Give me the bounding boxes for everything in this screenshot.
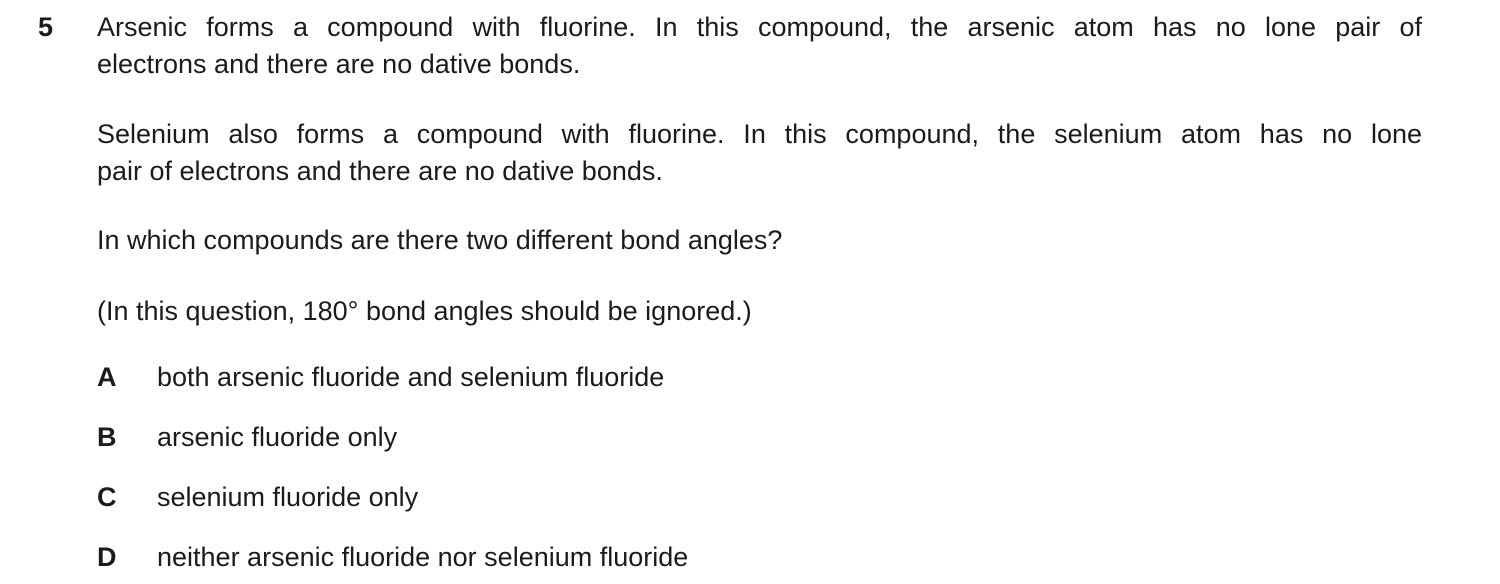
paragraph-selenium [97, 116, 1422, 190]
option-b-text: arsenic fluoride only [157, 422, 398, 452]
paragraph-arsenic-line-2: electrons and there are no dative bonds. [97, 49, 581, 79]
option-c [97, 479, 1422, 516]
option-b [97, 419, 1422, 456]
option-d-letter: D [97, 542, 117, 572]
paragraph-arsenic-line-1: Arsenic forms a compound with fluorine. In this compound, the arsenic atom has no lone pair of [97, 12, 1422, 42]
option-b-letter: B [97, 422, 117, 452]
question-body [97, 9, 1422, 576]
question-prompt: In which compounds are there two different bond angles? [97, 225, 783, 255]
question-number: 5 [38, 12, 54, 42]
question-note: (In this question, 180° bond angles should be ignored.) [97, 296, 752, 326]
paragraph-arsenic [97, 9, 1422, 83]
option-a [97, 359, 1422, 396]
paragraph-selenium-line-2: pair of electrons and there are no dative bonds. [97, 156, 663, 186]
option-c-text: selenium fluoride only [157, 482, 419, 512]
option-d-text: neither arsenic fluoride nor selenium fluoride [157, 542, 689, 572]
option-d [97, 539, 1422, 576]
option-c-letter: C [97, 482, 117, 512]
paragraph-selenium-line-1: Selenium also forms a compound with fluorine. In this compound, the selenium atom has no lone [97, 119, 1422, 149]
question-block [38, 9, 1422, 576]
option-a-text: both arsenic fluoride and selenium fluoride [157, 362, 665, 392]
option-a-letter: A [97, 362, 117, 392]
answer-options [97, 359, 1422, 576]
